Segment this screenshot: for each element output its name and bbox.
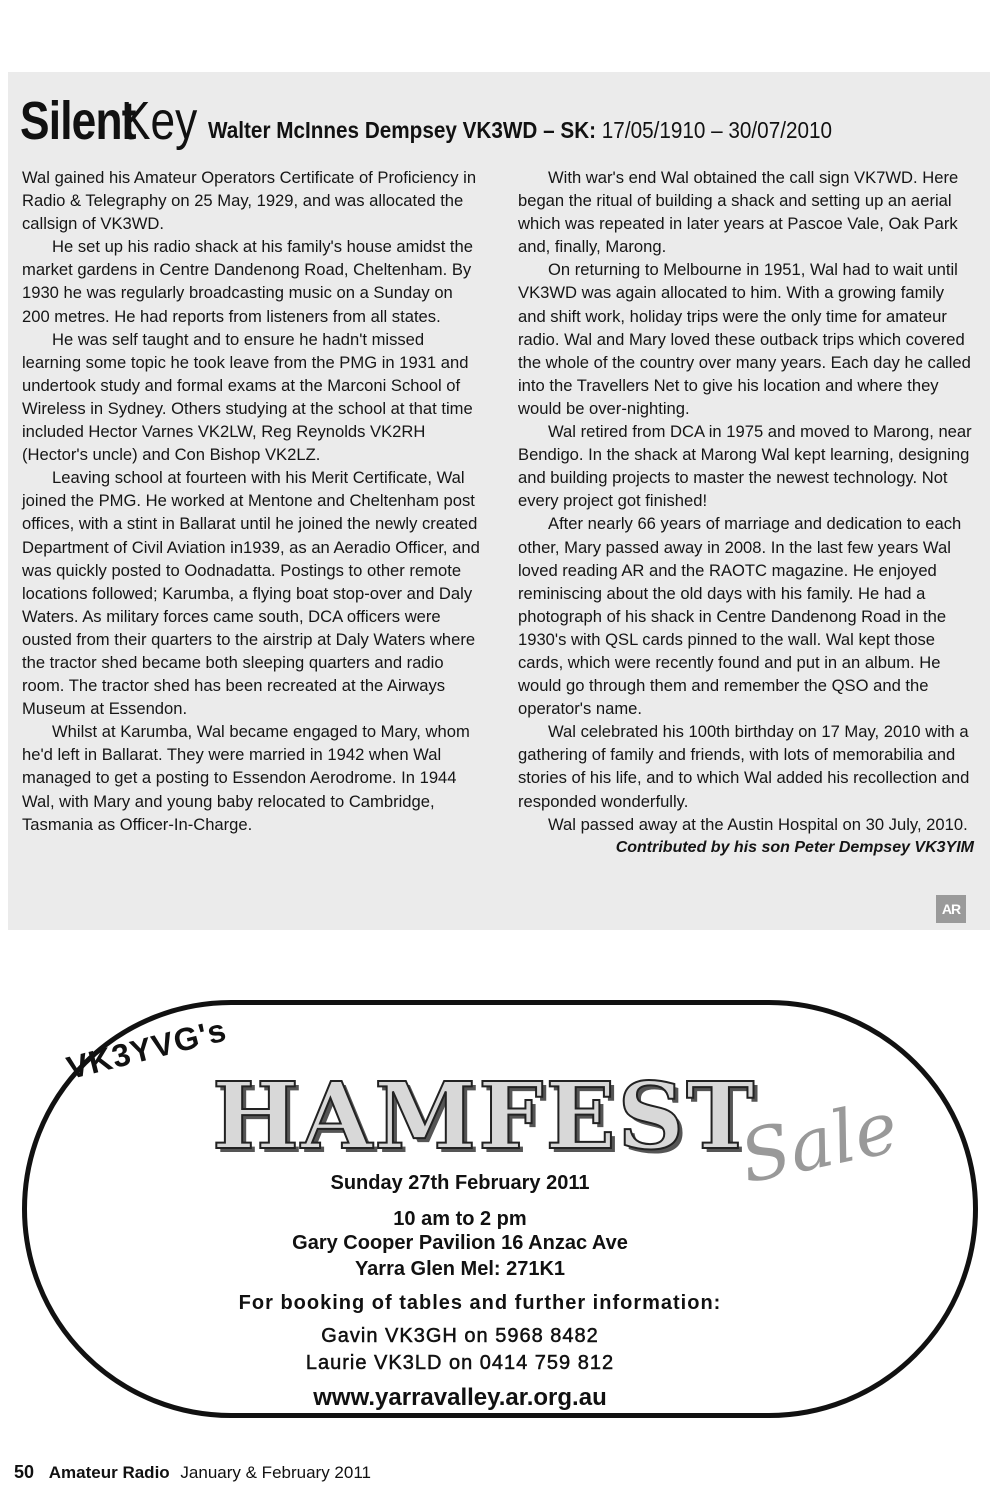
ad-date: Sunday 27th February 2011 — [330, 1172, 590, 1194]
ad-website-link[interactable]: www.yarravalley.ar.org.au — [313, 1384, 607, 1411]
paragraph: After nearly 66 years of marriage and dedication to each other, Mary passed away in 2008. In the last few years Wal loved reading AR and the RAOTC magazine. He enjoyed reminiscing about the old days with his family. He had a photograph of his shack in Centre Dandenong Road in the 1930's with QSL cards pinned to the wall. Wal kept those cards, which were recently found and put in an album. He would go through them and remember the QSO and the operator's name. — [518, 514, 962, 719]
paragraph: He was self taught and to ensure he hadn't missed learning some topic he took leave from the PMG in 1931 and undertook study and formal exams at the Marconi School of Wireless in Sydney. Others studying at the school at that time included Hector Varnes VK2LW, Reg Reynolds VK2RH (Hector's uncle) and Con Bishop VK2LZ. — [22, 329, 473, 465]
ad-script-word: Sale — [732, 1084, 905, 1200]
ad-booking-info: For booking of tables and further information: — [238, 1292, 722, 1314]
subtitle-name: Walter McInnes Dempsey VK3WD – SK: — [208, 117, 597, 143]
ad-venue: Gary Cooper Pavilion 16 Anzac Ave — [292, 1232, 628, 1254]
article-column-right — [518, 166, 974, 859]
section-title-light: Key — [121, 91, 198, 151]
article-subtitle — [208, 117, 832, 144]
paragraph: Wal gained his Amateur Operators Certificate of Proficiency in Radio & Telegraphy on 25 May, 1929, and was allocated the callsign of VK3WD. — [22, 168, 477, 234]
paragraph: Whilst at Karumba, Wal became engaged to Mary, whom he'd left in Ballarat. They were married in 1942 when Wal managed to get a posting to Essendon Aerodrome. In 1944 Wal, with Mary and young baby relocated to Cambridge, Tasmania as Officer-In-Charge. — [22, 722, 470, 834]
ad-prefix: VK3YVG's — [63, 1011, 231, 1087]
ad-contact-gavin: Gavin VK3GH on 5968 8482 — [321, 1325, 599, 1347]
contributor-credit: Contributed by his son Peter Dempsey VK3YIM — [615, 838, 974, 856]
ar-logo-icon: AR — [936, 895, 966, 923]
paragraph: Wal retired from DCA in 1975 and moved to Marong, near Bendigo. In the shack at Marong Wal kept learning, designing and building projects to master the newest technology. Not every project got finished! — [518, 422, 972, 511]
paragraph: On returning to Melbourne in 1951, Wal had to wait until VK3WD was again allocated to him. With a growing family and shift work, holiday trips were the only time for amateur radio. Wal and Mary loved these outback trips which covered the whole of the country over many years. Each day he called into the Travellers Net to give his location and where they would be over-nighting. — [518, 260, 971, 418]
ad-title: HAMFEST — [212, 1062, 757, 1170]
section-title-bold: Silent — [20, 91, 136, 151]
paragraph: He set up his radio shack at his family's house amidst the market gardens in Centre Dandenong Road, Cheltenham. By 1930 he was regularly broadcasting music on a Sunday on 200 metres. He had reports from listeners from all states. — [22, 237, 473, 326]
page-footer — [14, 1462, 371, 1483]
page-number: 50 — [14, 1462, 35, 1482]
article-header — [20, 86, 980, 151]
issue-date: January & February 2011 — [180, 1463, 371, 1482]
paragraph: Leaving school at fourteen with his Merit Certificate, Wal joined the PMG. He worked at Mentone and Cheltenham post offices, with a stint in Ballarat until he joined the newly created Department of Civil Aviation in1939, as an Aeradio Officer, and was quickly posted to Oodnadatta. Postings to other remote locations followed; Karumba, a flying boat stop-over and Daly Waters. As military forces came south, DCA officers were ousted from their quarters to the airstrip at Daly Waters where the tractor shed became both sleeping quarters and radio room. The tractor shed has been recreated at the Airways Museum at Essendon. — [22, 468, 480, 719]
ad-contact-laurie: Laurie VK3LD on 0414 759 812 — [305, 1352, 615, 1374]
paragraph: Wal passed away at the Austin Hospital on 30 July, 2010. — [548, 814, 968, 834]
paragraph: With war's end Wal obtained the call sign VK7WD. Here began the ritual of building a shack and setting up an aerial which was repeated in later years at Pascoe Vale, Oak Park and, finally, Marong. — [518, 168, 959, 257]
article-column-left — [22, 166, 482, 836]
ad-map-ref: Yarra Glen Mel: 271K1 — [354, 1258, 566, 1280]
paragraph: Wal celebrated his 100th birthday on 17 May, 2010 with a gathering of family and friends, with lots of memorabilia and stories of his life, and to which Wal added his recollection and responded wonderfully. — [518, 722, 970, 811]
magazine-name: Amateur Radio — [48, 1463, 170, 1482]
ad-time: 10 am to 2 pm — [393, 1208, 527, 1230]
subtitle-dates: 17/05/1910 – 30/07/2010 — [601, 117, 833, 143]
